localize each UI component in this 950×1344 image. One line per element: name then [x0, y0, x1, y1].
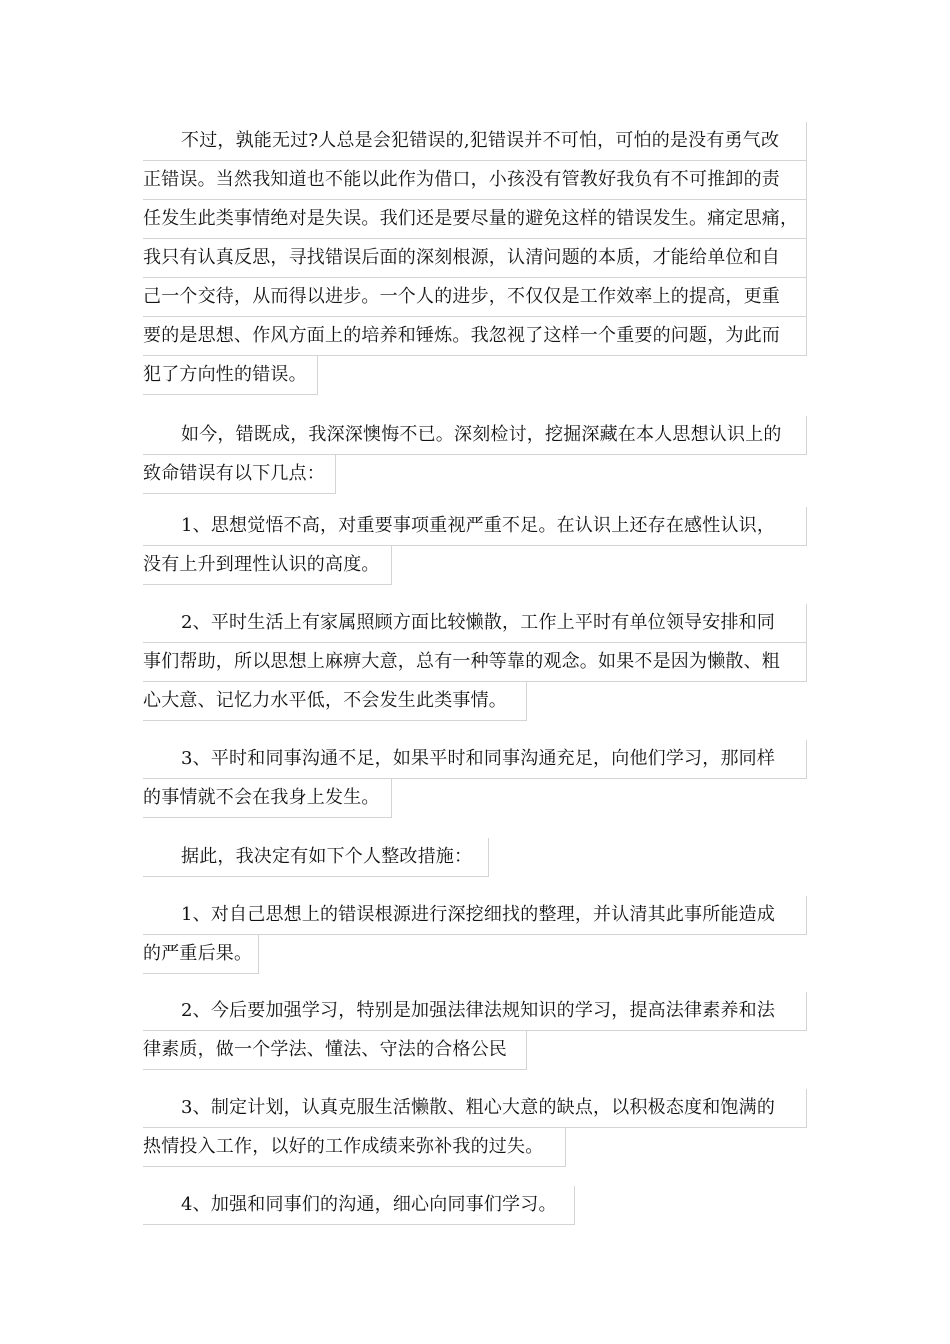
paragraph-measures-intro: [143, 838, 807, 877]
text-line: 4、加强和同事们的沟通，细心向同事们学习。: [143, 1186, 575, 1225]
text-line: 不过，孰能无过?人总是会犯错误的,犯错误并不可怕，可怕的是没有勇气改: [143, 122, 807, 161]
text-line: 2、今后要加强学习，特别是加强法律法规知识的学习，提高法律素养和法: [143, 992, 807, 1031]
text-line: 热情投入工作，以好的工作成绩来弥补我的过失。: [143, 1128, 566, 1167]
paragraph-measure-2: [143, 992, 807, 1070]
paragraph-mistake-reflection: [143, 122, 807, 395]
text-line: 致命错误有以下几点：: [143, 455, 336, 494]
paragraph-measure-4: [143, 1186, 807, 1225]
text-line: 3、制定计划，认真克服生活懒散、粗心大意的缺点，以积极态度和饱满的: [143, 1089, 807, 1128]
text-line: 2、平时生活上有家属照顾方面比较懒散，工作上平时有单位领导安排和同: [143, 604, 807, 643]
paragraph-measure-1: [143, 896, 807, 974]
text-line: 的事情就不会在我身上发生。: [143, 779, 392, 818]
paragraph-fault-3: [143, 740, 807, 818]
text-line: 1、思想觉悟不高，对重要事项重视严重不足。在认识上还存在感性认识，: [143, 507, 807, 546]
text-line: 据此，我决定有如下个人整改措施：: [143, 838, 489, 877]
text-line: 没有上升到理性认识的高度。: [143, 546, 392, 585]
text-line: 心大意、记忆力水平低，不会发生此类事情。: [143, 682, 527, 721]
paragraph-fault-1: [143, 507, 807, 585]
text-line: 犯了方向性的错误。: [143, 356, 318, 395]
text-line: 3、平时和同事沟通不足，如果平时和同事沟通充足，向他们学习，那同样: [143, 740, 807, 779]
text-line: 如今，错既成，我深深懊悔不已。深刻检讨，挖掘深藏在本人思想认识上的: [143, 416, 807, 455]
text-line: 律素质，做一个学法、懂法、守法的合格公民: [143, 1031, 527, 1070]
text-line: 己一个交待，从而得以进步。一个人的进步，不仅仅是工作效率上的提高，更重: [143, 278, 807, 317]
paragraph-regret: [143, 416, 807, 494]
paragraph-fault-2: [143, 604, 807, 721]
text-line: 正错误。当然我知道也不能以此作为借口，小孩没有管教好我负有不可推卸的责: [143, 161, 807, 200]
text-line: 任发生此类事情绝对是失误。我们还是要尽量的避免这样的错误发生。痛定思痛，: [143, 200, 807, 239]
text-line: 要的是思想、作风方面上的培养和锤炼。我忽视了这样一个重要的问题，为此而: [143, 317, 807, 356]
text-line: 我只有认真反思，寻找错误后面的深刻根源，认清问题的本质，才能给单位和自: [143, 239, 807, 278]
paragraph-measure-3: [143, 1089, 807, 1167]
text-line: 的严重后果。: [143, 935, 259, 974]
text-line: 1、对自己思想上的错误根源进行深挖细找的整理，并认清其此事所能造成: [143, 896, 807, 935]
text-line: 事们帮助，所以思想上麻痹大意，总有一种等靠的观念。如果不是因为懒散、粗: [143, 643, 807, 682]
